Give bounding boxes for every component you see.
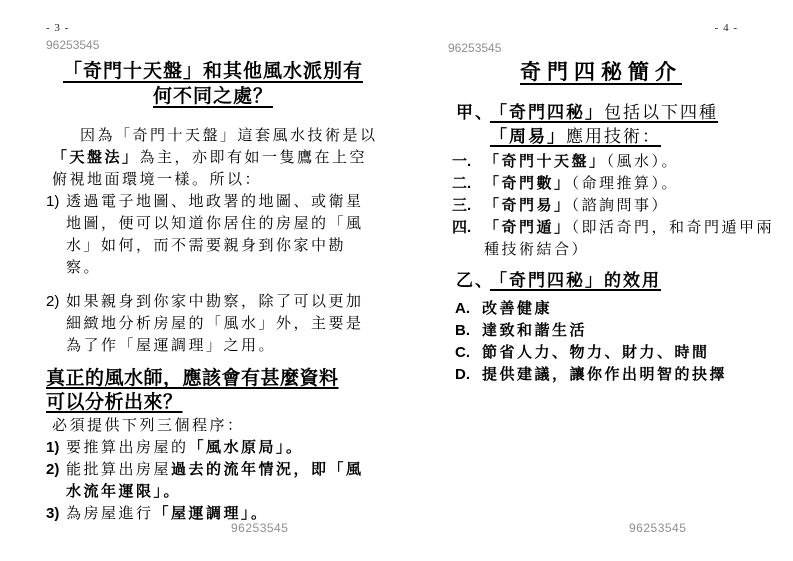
techniques-list [448,151,782,261]
technique-term: 「奇門易」 [484,197,572,214]
paragraph-bold-term: 「天盤法」 [52,149,140,166]
item-bold-term: 過去的流年情況，即「風水流年運限」。 [66,461,364,500]
footer-number-left: 96253545 [231,521,289,535]
item-number: 二. [452,175,472,192]
procedures-intro: 必須提供下列三個程序： [52,417,245,434]
page4-title-text: 奇門四秘簡介 [520,61,682,84]
item-bold-term: 「風水原局」。 [188,439,304,456]
header-number-right: 96253545 [448,41,502,55]
section-b-prefix: 乙、 [456,271,494,290]
technique-item-3 [448,195,782,217]
numbered-item-2 [46,291,380,357]
effect-text: 改善健康 [482,300,553,317]
item-text: 要推算出房屋的 [66,439,189,456]
item-number: 1) [46,193,60,210]
item-letter: C. [455,344,470,361]
section-a-plain-text: 應用技術： [566,127,661,146]
page-4 [448,0,782,386]
item-number: 2) [46,293,60,310]
effect-item-a [448,298,782,320]
numbered-item-1 [46,191,380,279]
item-number: 2) [46,461,60,478]
item-number: 四. [452,219,472,236]
effect-item-b [448,320,782,342]
technique-item-1 [448,151,782,173]
section-b-heading [448,269,782,293]
item-number: 三. [452,197,472,214]
technique-term: 「奇門十天盤」 [484,153,607,170]
paragraph-text: 為主，亦即有如一隻鷹在上空俯視地面環境一樣。所以： [52,149,368,188]
item-letter: B. [455,322,470,339]
section-a-heading [448,101,782,149]
section-a-line2 [490,125,782,149]
effect-text: 節省人力、物力、財力、時間 [482,344,710,361]
section-a-line1 [490,101,782,125]
item-number: 一. [452,153,472,170]
effect-text: 提供建議，讓你作出明智的抉擇 [482,366,728,383]
item-letter: D. [455,366,470,383]
technique-item-2 [448,173,782,195]
intro-paragraph [52,125,380,191]
page3-title-line1: 「奇門十天盤」和其他風水派別有 [62,61,363,82]
section-a-bold-term: 「奇門四秘」 [490,103,604,122]
section-a-bold-term: 「周易」 [490,127,566,146]
item-text: 透過電子地圖、地政署的地圖、或衛星地圖，便可以知道你居住的房屋的「風水」如何，而不需要親身到你家中勘察。 [66,193,364,276]
technique-item-4 [448,217,782,261]
technique-note: （諮詢問事） [571,197,670,214]
item-bold-term: 「屋運調理」。 [153,505,269,522]
section-b-heading-text: 「奇門四秘」的效用 [490,271,661,290]
footer-number-right: 96253545 [629,521,687,535]
technique-note: （即活奇門，和奇門遁甲兩種技術結合） [484,219,775,258]
effect-item-d [448,364,782,386]
technique-note: （風水）。 [606,153,680,170]
page-number-top-left: - 3 - [46,22,70,34]
technique-note: （命理推算）。 [571,175,680,192]
item-letter: A. [455,300,470,317]
section-a-prefix: 甲、 [456,103,494,122]
technique-term: 「奇門數」 [484,175,572,192]
effects-list [448,298,782,386]
item-text: 如果親身到你家中勘察，除了可以更加細緻地分析房屋的「風水」外，主要是為了作「屋運調理」之用。 [66,293,364,354]
procedure-item-1 [46,437,380,459]
paragraph-text: 因為「奇門十天盤」這套風水技術是以 [80,127,378,144]
page3-subheading-line1: 真正的風水師，應該會有甚麼資料 [46,368,339,389]
technique-term: 「奇門遁」 [484,219,572,236]
effect-text: 達致和諧生活 [482,322,588,339]
page3-title-line2: 何不同之處？ [152,86,273,107]
item-number: 1) [46,439,60,456]
header-number-left: 96253545 [46,38,100,52]
page3-subheading-line2: 可以分析出來？ [46,392,183,413]
page-3 [46,0,380,525]
item-text: 能批算出房屋 [66,461,172,478]
effect-item-c [448,342,782,364]
procedure-item-2 [46,459,380,503]
page4-title [448,60,754,86]
item-number: 3) [46,505,60,522]
procedure-item-3 [46,503,380,525]
page-number-top-right: - 4 - [714,22,738,34]
page3-subheading [46,367,380,415]
page3-title [46,59,380,109]
section-a-plain-text: 包括以下四種 [604,103,718,122]
item-text: 為房屋進行 [66,505,154,522]
